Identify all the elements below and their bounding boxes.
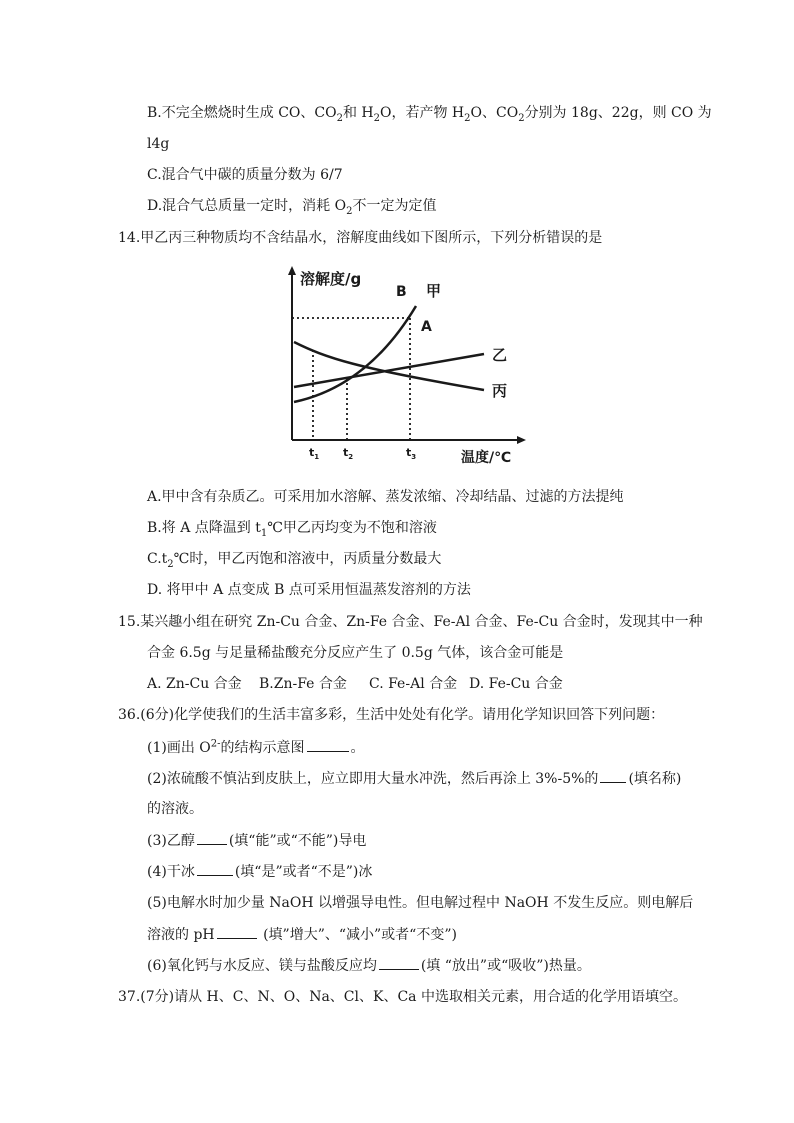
tick-t1: $t_1$ (309, 446, 320, 461)
series-bing-label: 丙 (492, 382, 508, 400)
tick-t2: $t_2$ (343, 446, 354, 461)
answer-blank[interactable] (197, 830, 227, 845)
q36-p1-text-2: 的结构示意图 (220, 740, 305, 756)
q36-stem: 36.(6分)化学使我们的生活丰富多彩，生活中处处有化学。请用化学知识回答下列问题： (118, 707, 665, 723)
q36-p5-text-1: 溶液的 pH (147, 927, 215, 943)
q13-b-text-4: O、CO (470, 105, 519, 121)
q13-b-text-5: 分别为 18g、22g，则 CO 为 (524, 105, 712, 121)
q36-p1-text-1: (1)画出 O (147, 740, 211, 756)
q13-d-text-2: 不一定为定值 (352, 198, 437, 214)
q15-option-b: B.Zn-Fe 合金 (259, 676, 347, 692)
answer-blank[interactable] (197, 861, 233, 876)
subscript: 2 (464, 112, 471, 124)
q13-b-text-3: O，若产物 H (380, 105, 465, 121)
q13-option-c: C.混合气中碳的质量分数为 6/7 (147, 167, 343, 183)
q36-p4-text-2: (填“是”或者“不是”)冰 (234, 864, 373, 880)
q36-p3-text-2: (填“能”或“不能”)导电 (228, 833, 367, 849)
series-jia-curve (294, 306, 416, 402)
q36-part5-line2 (147, 924, 457, 945)
q13-option-b-line1 (147, 103, 712, 123)
q36-part2 (147, 768, 681, 789)
q14-c-text-1: C.t (147, 551, 168, 567)
x-axis-label: 温度/℃ (461, 450, 512, 466)
q15-stem: 15.某兴趣小组在研究 Zn-Cu 合金、Zn-Fe 合金、Fe-Al 合金、Fe-Cu 合金时，发现其中一种 (118, 614, 703, 630)
q36-part1 (147, 737, 365, 758)
q36-p2-text-2: (填名称) (628, 771, 682, 787)
subscript: 2 (346, 205, 353, 217)
solubility-chart (286, 266, 526, 466)
q36-part5-line1: (5)电解水时加少量 NaOH 以增强导电性。但电解过程中 NaOH 不发生反应。则电解后 (147, 895, 694, 911)
q15-stem-line2: 合金 6.5g 与足量稀盐酸充分反应产生了 0.5g 气体，该合金可能是 (147, 645, 564, 661)
series-yi-curve (294, 354, 484, 387)
q14-c-text-2: ℃时，甲乙丙饱和溶液中，丙质量分数最大 (173, 551, 442, 567)
q36-p4-text-1: (4)干冰 (147, 864, 195, 880)
q14-option-c (147, 549, 441, 569)
q13-option-d (147, 196, 436, 216)
q13-option-b-line2: l4g (147, 136, 170, 152)
q13-b-text-2: 和 H (342, 105, 374, 121)
q15-option-c: C. Fe-Al 合金 (369, 676, 458, 692)
q36-p3-text-1: (3)乙醇 (147, 833, 195, 849)
q36-p6-text-2: (填 “放出”或“吸收”)热量。 (420, 958, 591, 974)
answer-blank[interactable] (600, 768, 626, 783)
q14-option-b (147, 518, 437, 538)
q14-option-a: A.甲中含有杂质乙。可采用加水溶解、蒸发浓缩、冷却结晶、过滤的方法提纯 (147, 489, 624, 505)
q36-part3 (147, 830, 366, 851)
series-yi-label: 乙 (492, 346, 508, 364)
subscript: 1 (260, 527, 268, 539)
q15-option-a: A. Zn-Cu 合金 (147, 676, 242, 692)
q14-option-d: D. 将甲中 A 点变成 B 点可采用恒温蒸发溶剂的方法 (147, 582, 471, 598)
q14-stem: 14.甲乙丙三种物质均不含结晶水，溶解度曲线如下图所示，下列分析错误的是 (118, 230, 603, 246)
subscript: 2 (167, 558, 174, 570)
y-axis-label: 溶解度/g (300, 270, 362, 288)
subscript: 2 (518, 112, 525, 124)
q14-b-text-2: ℃甲乙丙均变为不饱和溶液 (267, 520, 437, 536)
answer-blank[interactable] (379, 955, 419, 970)
q36-p2-text-1: (2)浓硫酸不慎沾到皮肤上，应立即用大量水冲洗，然后再涂上 3%-5%的 (147, 771, 599, 787)
q36-p1-text-3: 。 (350, 740, 365, 756)
q15-option-d: D. Fe-Cu 合金 (469, 676, 563, 692)
q36-p6-text-1: (6)氧化钙与水反应、镁与盐酸反应均 (147, 958, 377, 974)
series-jia-label: 甲 (426, 282, 442, 300)
superscript: 2- (210, 738, 221, 750)
q13-d-text-1: D.混合气总质量一定时，消耗 O (147, 198, 347, 214)
q14-b-text-1: B.将 A 点降温到 t (147, 520, 261, 536)
q13-b-text-1: B.不完全燃烧时生成 CO、CO (147, 105, 337, 121)
q36-part4 (147, 861, 372, 882)
point-b-label: B (396, 284, 407, 300)
point-a-label: A (421, 319, 432, 335)
q36-part2-line2: 的溶液。 (147, 801, 203, 817)
q37-stem: 37.(7分)请从 H、C、N、O、Na、Cl、K、Ca 中选取相关元素，用合适的化学用语填空。 (118, 989, 687, 1005)
subscript: 2 (336, 112, 343, 124)
answer-blank[interactable] (307, 737, 349, 752)
q36-p5-text-2: (填”增大”、“减小”或者“不变”) (258, 927, 457, 943)
answer-blank[interactable] (217, 924, 257, 939)
x-axis-arrow (517, 436, 526, 444)
y-axis-arrow (288, 266, 296, 275)
subscript: 2 (373, 112, 380, 124)
tick-t3: $t_3$ (406, 446, 417, 461)
q36-part6 (147, 955, 591, 976)
